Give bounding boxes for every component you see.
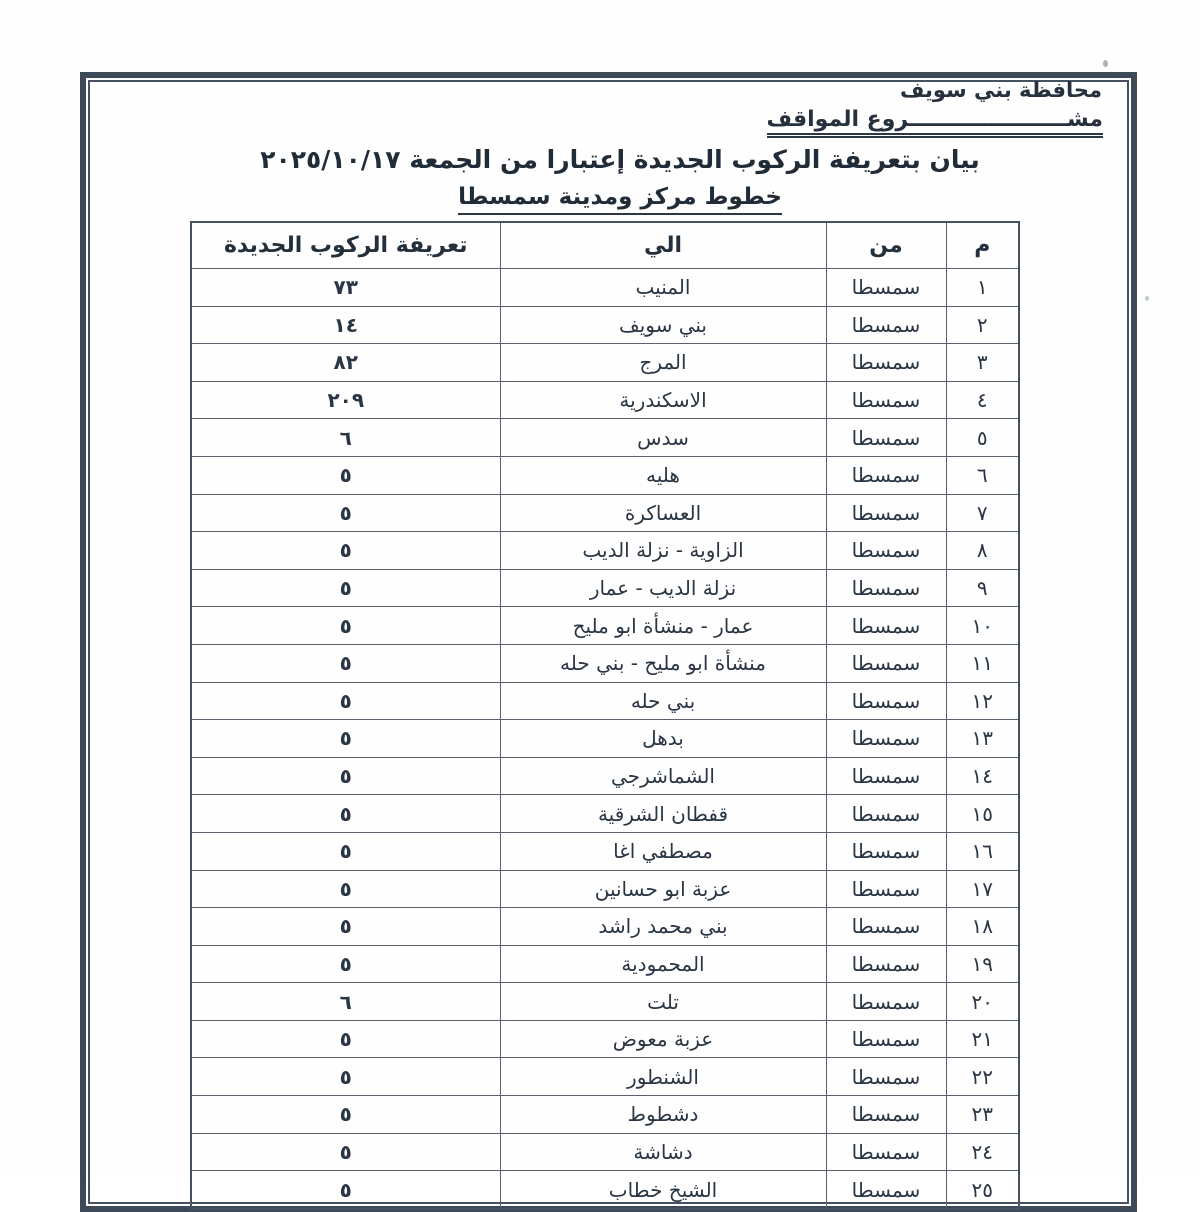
from-station-cell: سمسطا [826, 1133, 946, 1171]
table-row [191, 1133, 1019, 1171]
destination-cell: المحمودية [500, 945, 826, 983]
document-subtitle-text: خطوط مركز ومدينة سمسطا [458, 184, 782, 215]
destination-cell: بني حله [500, 682, 826, 720]
row-number-cell: ١٤ [946, 757, 1019, 795]
table-row [191, 757, 1019, 795]
tariff-value-cell: ٥ [191, 1171, 500, 1209]
destination-cell: سدس [500, 419, 826, 457]
from-station-cell: سمسطا [826, 644, 946, 682]
from-station-cell: سمسطا [826, 1096, 946, 1134]
table-header-row [191, 222, 1019, 269]
from-station-cell: سمسطا [826, 419, 946, 457]
tariff-value-cell: ٦ [191, 419, 500, 457]
tariff-value-cell: ٥ [191, 644, 500, 682]
tariff-table [190, 221, 1020, 1210]
row-number-cell: ٤ [946, 381, 1019, 419]
table-row [191, 306, 1019, 344]
tariff-value-cell: ٦ [191, 983, 500, 1021]
document-title: بيان بتعريفة الركوب الجديدة إعتبارا من الجمعة ٢٠٢٥/١٠/١٧ [260, 145, 980, 174]
tariff-value-cell: ٥ [191, 1020, 500, 1058]
scan-speck [1145, 296, 1149, 301]
destination-cell: المرج [500, 344, 826, 382]
from-station-cell: سمسطا [826, 306, 946, 344]
tariff-value-cell: ٥ [191, 908, 500, 946]
from-station-cell: سمسطا [826, 494, 946, 532]
from-station-cell: سمسطا [826, 908, 946, 946]
from-station-cell: سمسطا [826, 1171, 946, 1209]
table-row [191, 1020, 1019, 1058]
destination-cell: منشأة ابو مليح - بني حله [500, 644, 826, 682]
department-name [767, 107, 1103, 138]
destination-cell: عزبة معوض [500, 1020, 826, 1058]
from-station-cell: سمسطا [826, 569, 946, 607]
row-number-cell: ٢٤ [946, 1133, 1019, 1171]
row-number-cell: ١١ [946, 644, 1019, 682]
table-row [191, 419, 1019, 457]
row-number-cell: ٥ [946, 419, 1019, 457]
tariff-value-cell: ٥ [191, 569, 500, 607]
row-number-cell: ٢١ [946, 1020, 1019, 1058]
destination-cell: الشيخ خطاب [500, 1171, 826, 1209]
row-number-cell: ١٧ [946, 870, 1019, 908]
row-number-cell: ٧ [946, 494, 1019, 532]
table-row [191, 870, 1019, 908]
table-row [191, 795, 1019, 833]
destination-cell: الشماشرجي [500, 757, 826, 795]
row-number-cell: ٣ [946, 344, 1019, 382]
table-row [191, 269, 1019, 307]
from-station-cell: سمسطا [826, 757, 946, 795]
tariff-value-cell: ٥ [191, 494, 500, 532]
table-row [191, 908, 1019, 946]
table-row [191, 983, 1019, 1021]
from-station-cell: سمسطا [826, 607, 946, 645]
from-station-cell: سمسطا [826, 1058, 946, 1096]
destination-cell: هليه [500, 456, 826, 494]
from-station-cell: سمسطا [826, 269, 946, 307]
tariff-value-cell: ٧٣ [191, 269, 500, 307]
row-number-cell: ١٩ [946, 945, 1019, 983]
row-number-cell: ١٣ [946, 720, 1019, 758]
destination-cell: نزلة الديب - عمار [500, 569, 826, 607]
from-station-cell: سمسطا [826, 720, 946, 758]
row-number-cell: ١٢ [946, 682, 1019, 720]
tariff-value-cell: ٥ [191, 945, 500, 983]
destination-cell: تلت [500, 983, 826, 1021]
table-row [191, 456, 1019, 494]
table-row [191, 532, 1019, 570]
destination-cell: العساكرة [500, 494, 826, 532]
tariff-value-cell: ٥ [191, 532, 500, 570]
destination-cell: دشطوط [500, 1096, 826, 1134]
tariff-value-cell: ١٤ [191, 306, 500, 344]
tariff-value-cell: ٥ [191, 720, 500, 758]
destination-cell: دشاشة [500, 1133, 826, 1171]
from-station-cell: سمسطا [826, 795, 946, 833]
tariff-value-cell: ٥ [191, 832, 500, 870]
destination-cell: الاسكندرية [500, 381, 826, 419]
row-number-cell: ٢٢ [946, 1058, 1019, 1096]
row-number-cell: ١٦ [946, 832, 1019, 870]
table-row [191, 494, 1019, 532]
destination-cell: بدهل [500, 720, 826, 758]
row-number-cell: ١٨ [946, 908, 1019, 946]
from-station-cell: سمسطا [826, 983, 946, 1021]
row-number-cell: ٢٣ [946, 1096, 1019, 1134]
from-station-cell: سمسطا [826, 870, 946, 908]
row-number-cell: ١٠ [946, 607, 1019, 645]
destination-cell: بني سويف [500, 306, 826, 344]
column-header-tariff: تعريفة الركوب الجديدة [191, 222, 500, 269]
table-row [191, 720, 1019, 758]
from-station-cell: سمسطا [826, 381, 946, 419]
table-row [191, 1171, 1019, 1209]
tariff-value-cell: ٥ [191, 682, 500, 720]
table-row [191, 569, 1019, 607]
row-number-cell: ١ [946, 269, 1019, 307]
tariff-value-cell: ٥ [191, 795, 500, 833]
table-row [191, 682, 1019, 720]
destination-cell: قفطان الشرقية [500, 795, 826, 833]
table-row [191, 607, 1019, 645]
destination-cell: المنيب [500, 269, 826, 307]
destination-cell: الزاوية - نزلة الديب [500, 532, 826, 570]
table-row [191, 381, 1019, 419]
table-row [191, 1058, 1019, 1096]
tariff-value-cell: ٥ [191, 456, 500, 494]
tariff-value-cell: ٥ [191, 1058, 500, 1096]
department-name-text: مشـــــــــــــــــــــروع المواقف [767, 107, 1103, 138]
row-number-cell: ٢٥ [946, 1171, 1019, 1209]
row-number-cell: ٩ [946, 569, 1019, 607]
tariff-value-cell: ٥ [191, 607, 500, 645]
column-header-number: م [946, 222, 1019, 269]
tariff-value-cell: ٥ [191, 1096, 500, 1134]
tariff-table-body [191, 269, 1019, 1209]
table-row [191, 945, 1019, 983]
destination-cell: بني محمد راشد [500, 908, 826, 946]
tariff-value-cell: ٢٠٩ [191, 381, 500, 419]
tariff-value-cell: ٥ [191, 1133, 500, 1171]
tariff-value-cell: ٨٢ [191, 344, 500, 382]
document-subtitle [40, 184, 1200, 215]
from-station-cell: سمسطا [826, 1020, 946, 1058]
tariff-value-cell: ٥ [191, 870, 500, 908]
from-station-cell: سمسطا [826, 344, 946, 382]
table-row [191, 832, 1019, 870]
column-header-to: الي [500, 222, 826, 269]
tariff-value-cell: ٥ [191, 757, 500, 795]
table-row [191, 644, 1019, 682]
from-station-cell: سمسطا [826, 682, 946, 720]
governorate-name: محافظة بني سويف [899, 78, 1102, 102]
destination-cell: مصطفي اغا [500, 832, 826, 870]
tariff-table-container [190, 221, 1018, 1210]
from-station-cell: سمسطا [826, 532, 946, 570]
from-station-cell: سمسطا [826, 832, 946, 870]
scan-speck [1103, 60, 1108, 67]
table-row [191, 344, 1019, 382]
row-number-cell: ٨ [946, 532, 1019, 570]
row-number-cell: ٦ [946, 456, 1019, 494]
from-station-cell: سمسطا [826, 945, 946, 983]
destination-cell: عمار - منشأة ابو مليح [500, 607, 826, 645]
destination-cell: عزبة ابو حسانين [500, 870, 826, 908]
table-row [191, 1096, 1019, 1134]
from-station-cell: سمسطا [826, 456, 946, 494]
row-number-cell: ١٥ [946, 795, 1019, 833]
destination-cell: الشنطور [500, 1058, 826, 1096]
column-header-from: من [826, 222, 946, 269]
row-number-cell: ٢ [946, 306, 1019, 344]
row-number-cell: ٢٠ [946, 983, 1019, 1021]
